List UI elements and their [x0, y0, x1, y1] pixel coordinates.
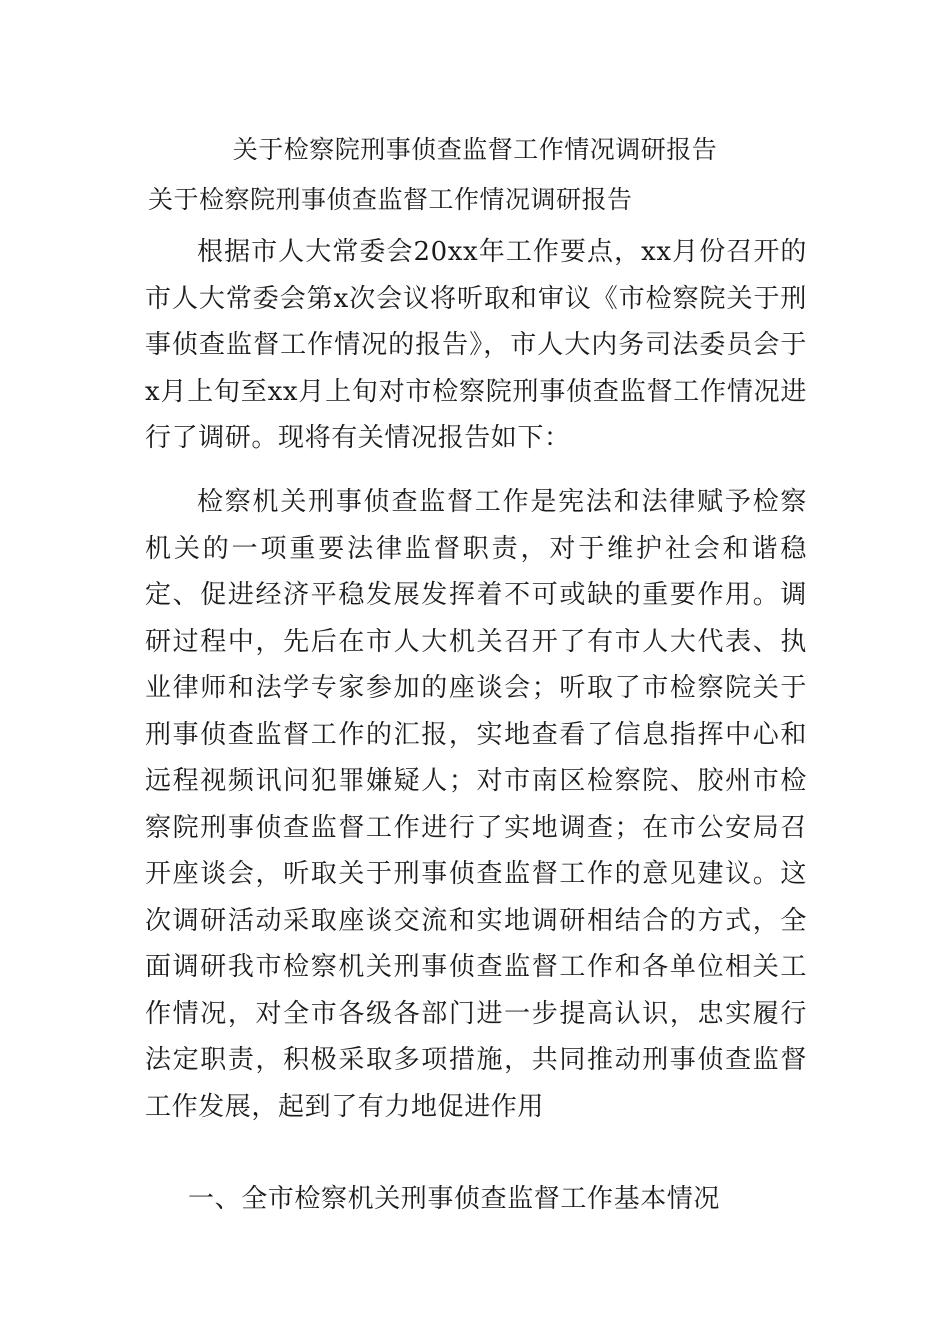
body-paragraph-intro: 根据市人大常委会20xx年工作要点，xx月份召开的市人大常委会第x次会议将听取和审议《市检察院关于刑事侦查监督工作情况的报告》，市人大内务司法委员会于x月上旬至xx月上旬对市检察院刑事侦查监督工作情况进行了调研。现将有关情况报告如下：	[145, 237, 807, 453]
section-heading: 一、全市检察机关刑事侦查监督工作基本情况	[188, 1184, 721, 1214]
document-subtitle: 关于检察院刑事侦查监督工作情况调研报告	[148, 185, 633, 214]
body-paragraph-overview: 检察机关刑事侦查监督工作是宪法和法律赋予检察机关的一项重要法律监督职责，对于维护社会和谐稳定、促进经济平稳发展发挥着不可或缺的重要作用。调研过程中，先后在市人大机关召开了有市人大代表、执业律师和法学专家参加的座谈会；听取了市检察院关于刑事侦查监督工作的汇报，实地查看了信息指挥中心和远程视频讯问犯罪嫌疑人；对市南区检察院、胶州市检察院刑事侦查监督工作进行了实地调查；在市公安局召开座谈会，听取关于刑事侦查监督工作的意见建议。这次调研活动采取座谈交流和实地调研相结合的方式，全面调研我市检察机关刑事侦查监督工作和各单位相关工作情况，对全市各级各部门进一步提高认识，忠实履行法定职责，积极采取多项措施，共同推动刑事侦查监督工作发展，起到了有力地促进作用	[145, 487, 807, 1122]
document-title: 关于检察院刑事侦查监督工作情况调研报告	[232, 135, 718, 164]
